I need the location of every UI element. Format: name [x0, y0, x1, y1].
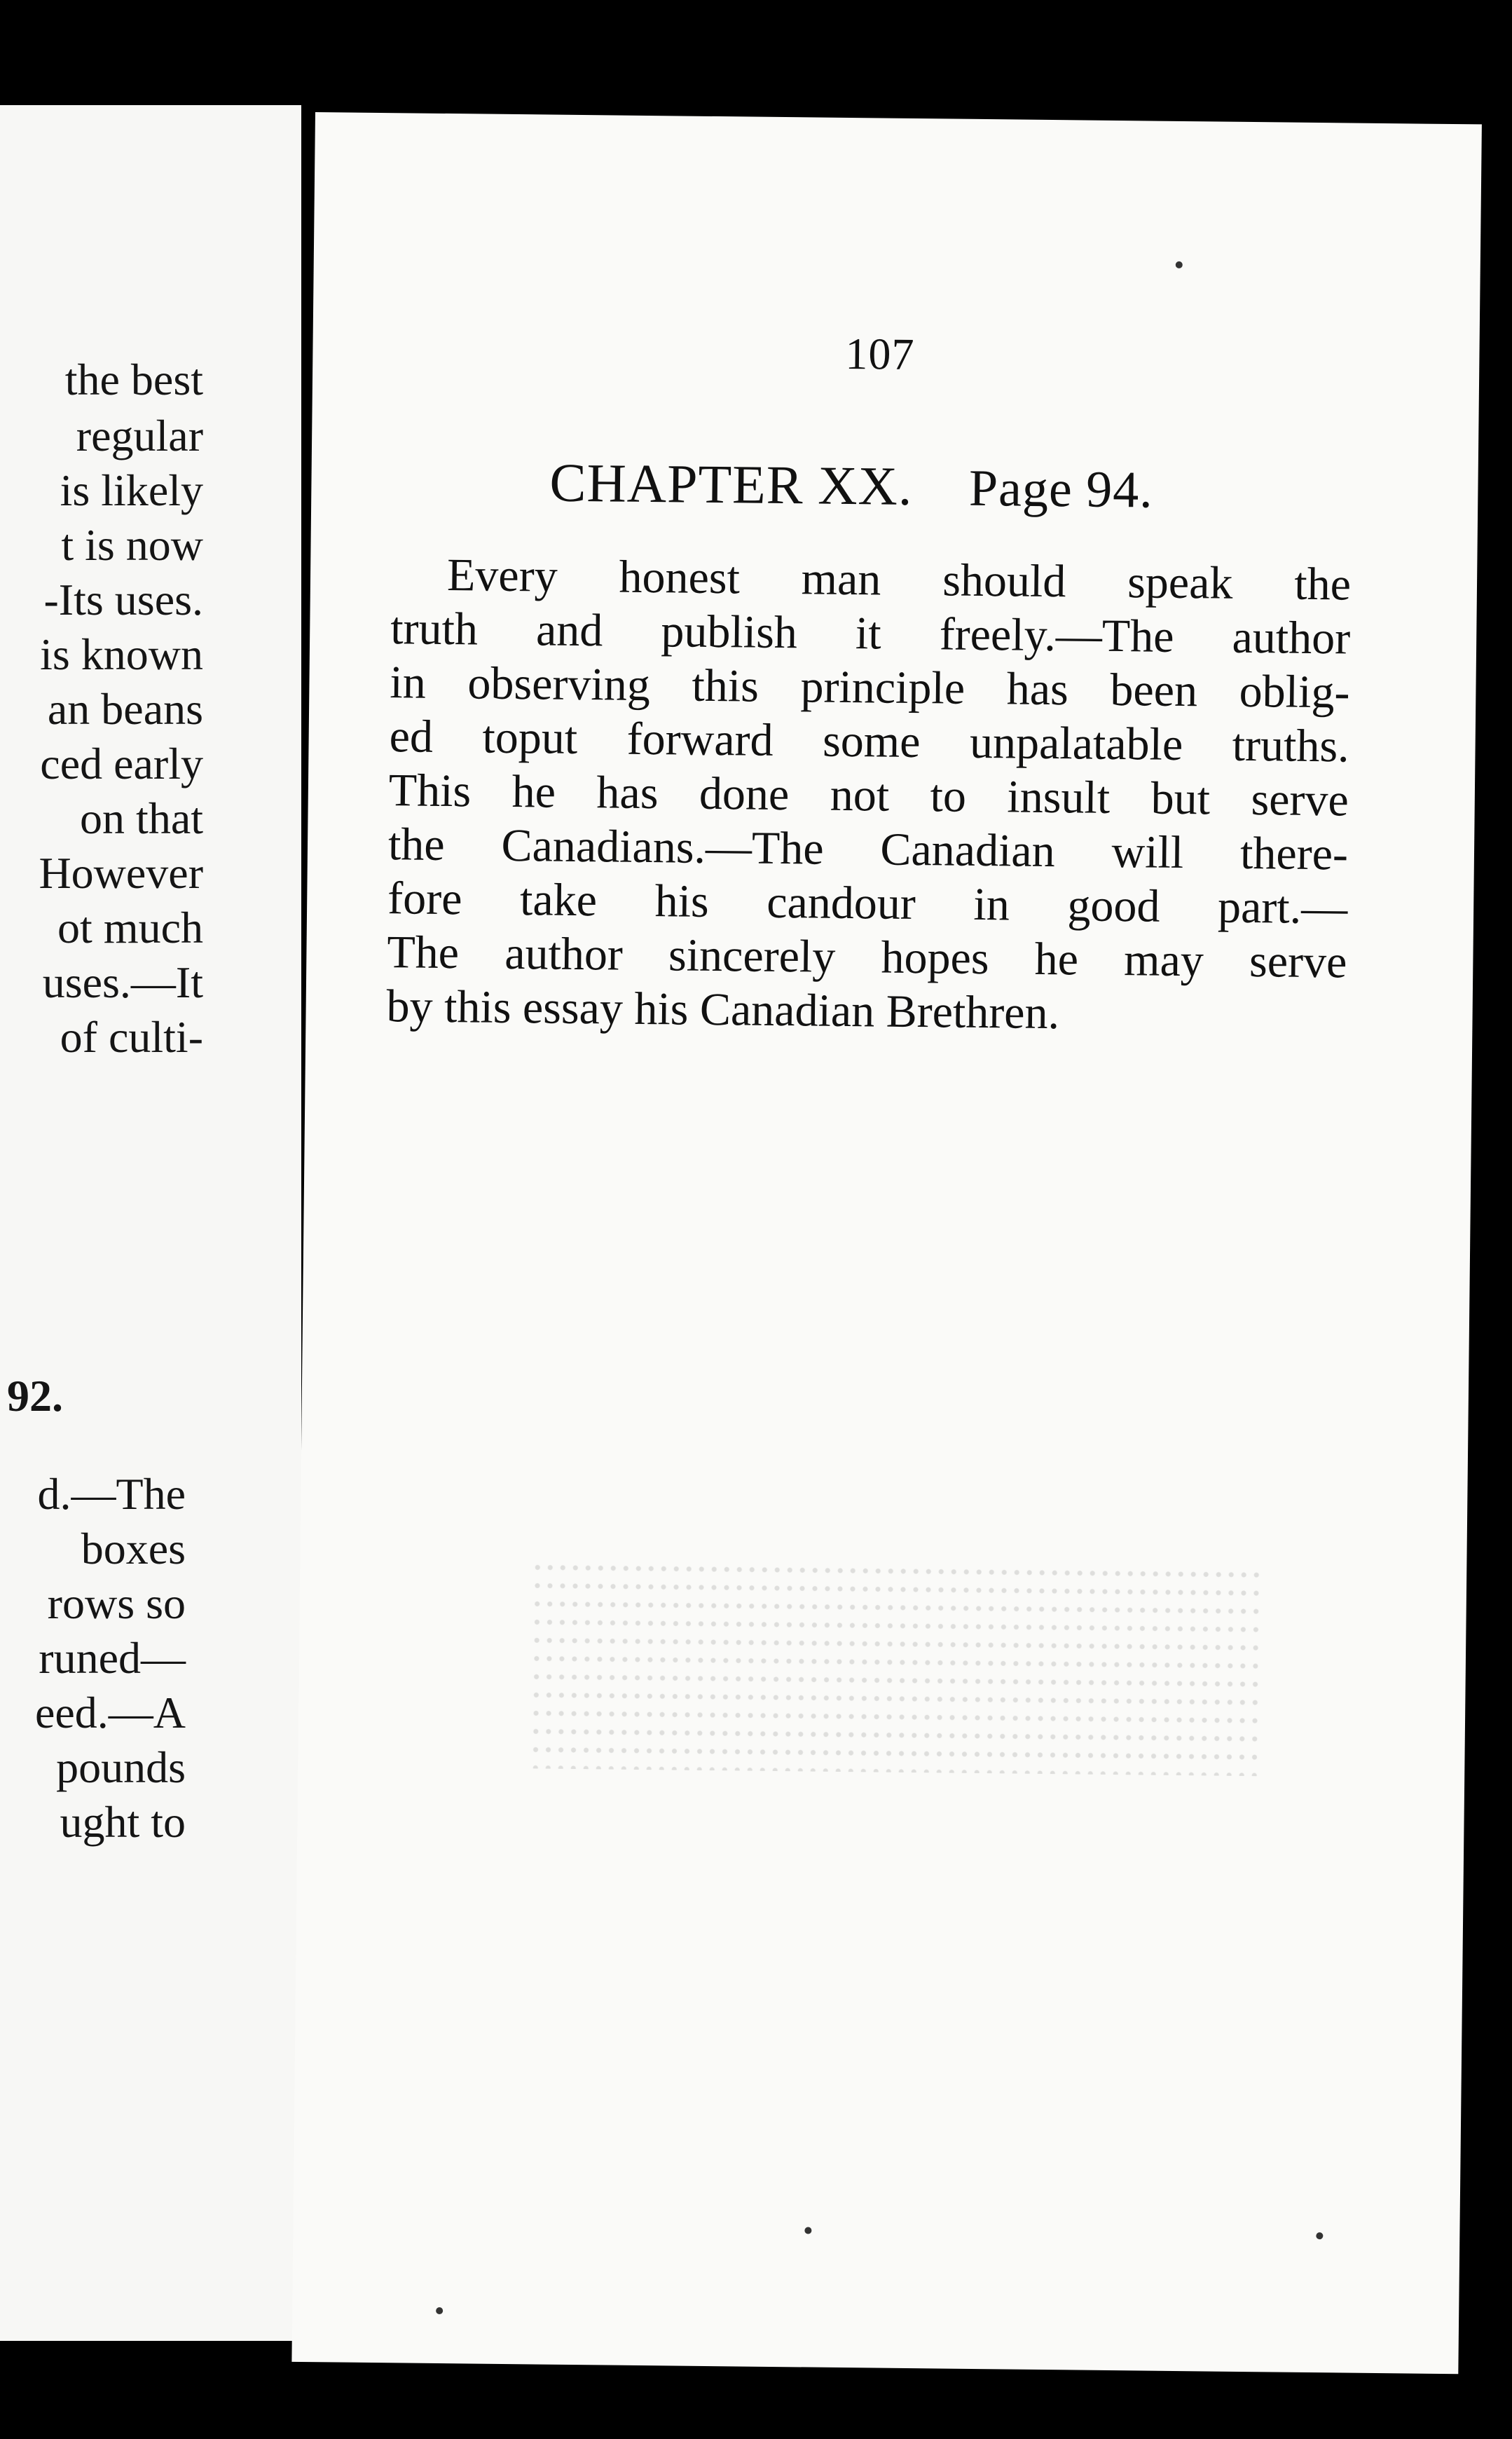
chapter-title: CHAPTER XX.: [549, 451, 913, 517]
left-page-line: boxes: [81, 1524, 186, 1573]
left-page-line: ot much: [57, 903, 203, 952]
chapter-body: [386, 547, 1351, 1043]
left-page-line: is known: [40, 629, 203, 679]
ink-speck: [1176, 261, 1183, 268]
body-line: the Canadians.—The Canadian will there-: [387, 819, 1349, 880]
left-page-line: runed—: [39, 1633, 186, 1683]
left-page-line: uses.—It: [42, 957, 203, 1007]
left-page-line: pounds: [56, 1742, 186, 1792]
left-page-line: ced early: [40, 739, 203, 788]
chapter-heading: [549, 451, 1153, 521]
body-line: Every honest man should speak the: [446, 549, 1352, 610]
show-through-marks: [529, 1558, 1260, 1776]
body-line: truth and publish it freely.—The author: [390, 603, 1351, 664]
left-page-line: ught to: [60, 1797, 186, 1847]
ink-speck: [1316, 2232, 1323, 2239]
body-line: This he has done not to insult but serve: [388, 765, 1349, 826]
right-page: [291, 112, 1482, 2374]
left-page-line: However: [39, 848, 203, 898]
body-line: fore take his candour in good part.—: [387, 873, 1348, 934]
left-page-line: eed.—A: [34, 1688, 186, 1737]
left-page-line: rows so: [47, 1578, 186, 1628]
body-line: in observing this principle has been oblig-: [390, 657, 1350, 718]
left-page-section-number: 92.: [7, 1371, 63, 1421]
left-page-line: the best: [64, 355, 203, 404]
left-page-line: an beans: [47, 684, 203, 734]
chapter-page-reference: Page 94.: [968, 459, 1154, 519]
left-page-line: regular: [76, 411, 203, 460]
left-page-line: of culti-: [60, 1012, 203, 1062]
body-line: ed toput forward some unpalatable truths.: [389, 711, 1349, 772]
left-page-line: is likely: [60, 465, 203, 515]
body-line: by this essay his Canadian Brethren.: [386, 981, 1060, 1039]
page-number: 107: [845, 328, 915, 379]
body-line: The author sincerely hopes he may serve: [387, 927, 1347, 988]
left-page-line: t is now: [61, 520, 203, 570]
ink-speck: [804, 2227, 811, 2234]
left-page-line: -Its uses.: [43, 575, 203, 624]
ink-speck: [436, 2307, 443, 2314]
left-page-line: on that: [80, 793, 203, 843]
left-page: [0, 105, 301, 2341]
left-page-line: d.—The: [37, 1469, 186, 1519]
